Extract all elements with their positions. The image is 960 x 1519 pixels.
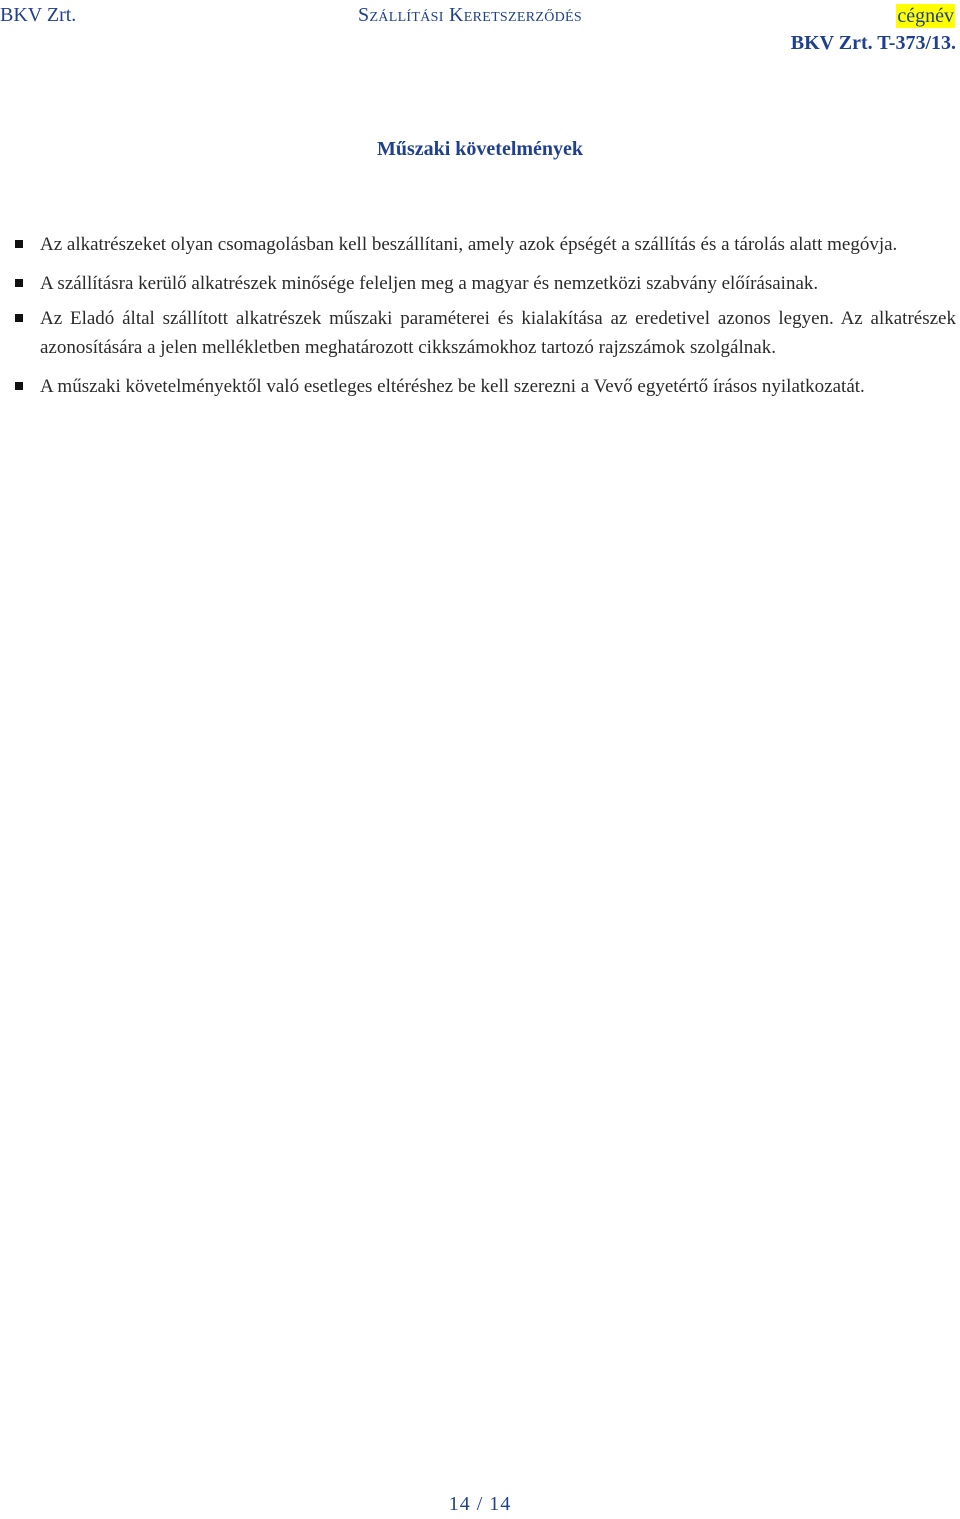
requirement-text: Az alkatrészeket olyan csomagolásban kell beszállítani, amely azok épségét a szállítás és a tárolás alatt megóvja. bbox=[40, 234, 898, 255]
page-total: 14 bbox=[489, 1493, 512, 1515]
requirement-text: Az Eladó által szállított alkatrészek műszaki paraméterei és kialakítása az eredetivel azonos legyen. Az alkatrészek azonosítására a jelen mellékletben meghatározott cikkszámokhoz tartozó rajzszámok szolgálnak. bbox=[40, 308, 956, 358]
list-item bbox=[0, 304, 960, 362]
header-company: BKV Zrt. bbox=[0, 4, 77, 26]
square-bullet-icon bbox=[15, 240, 23, 248]
header-document-type bbox=[0, 4, 940, 27]
requirement-text: A műszaki követelményektől való esetleges eltéréshez be kell szerezni a Vevő egyetértő írásos nyilatkozatát. bbox=[40, 376, 865, 397]
requirement-text: A szállításra kerülő alkatrészek minősége feleljen meg a magyar és nemzetközi szabvány előírásainak. bbox=[40, 273, 819, 294]
page-current: 14 bbox=[448, 1493, 471, 1515]
header-document-number: BKV Zrt. T-373/13. bbox=[790, 32, 956, 54]
page-header bbox=[0, 0, 960, 60]
page-number bbox=[0, 1493, 960, 1516]
requirements-list bbox=[0, 230, 960, 411]
square-bullet-icon bbox=[15, 279, 23, 287]
header-document-type-text: Szállítási Keretszerződés bbox=[358, 4, 582, 26]
header-company-placeholder: cégnév bbox=[897, 5, 954, 27]
list-item bbox=[0, 372, 960, 401]
list-item bbox=[0, 269, 960, 298]
page-separator: / bbox=[476, 1493, 484, 1515]
square-bullet-icon bbox=[15, 314, 23, 322]
section-title: Műszaki követelmények bbox=[376, 138, 584, 160]
square-bullet-icon bbox=[15, 382, 23, 390]
list-item bbox=[0, 230, 960, 259]
